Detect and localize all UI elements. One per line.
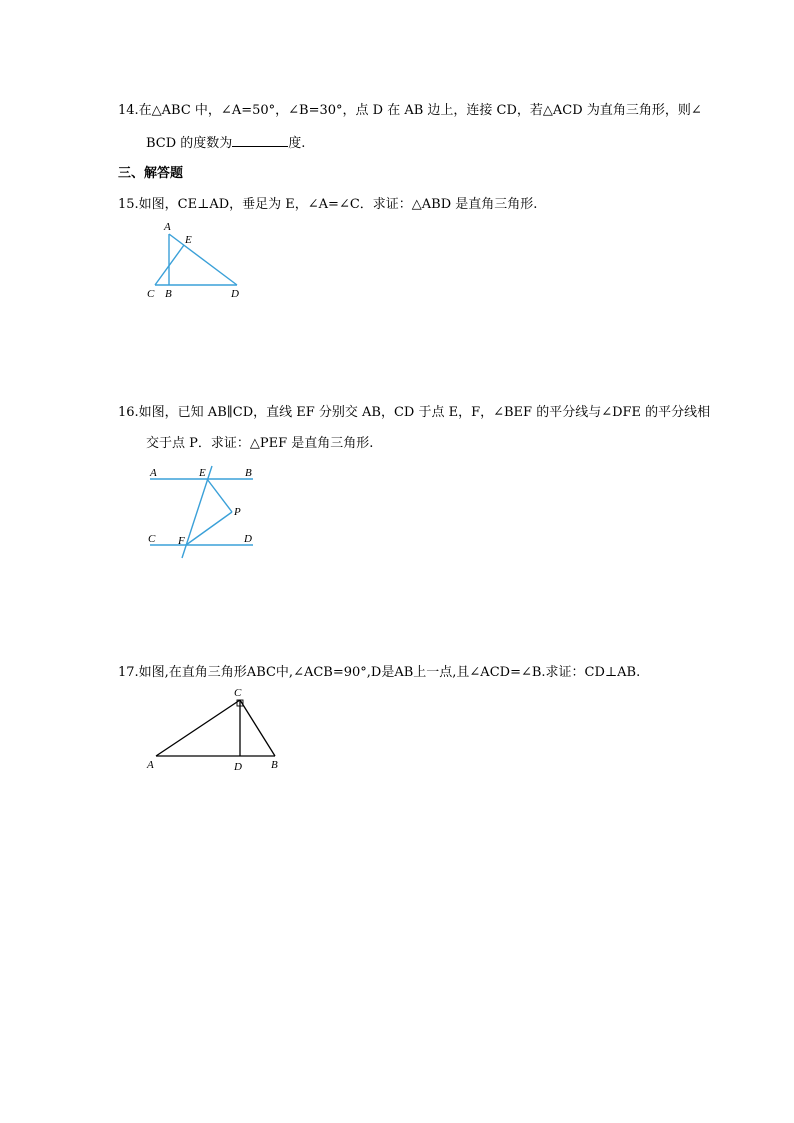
q16-label-b: B [245,467,252,479]
answer-blank [232,134,288,147]
q14-line2-prefix: BCD 的度数为 [146,136,233,151]
q17-figure [140,684,290,776]
q16-line1: 16.如图，已知 AB∥CD，直线 EF 分别交 AB，CD 于点 E，F，∠BEF 的平分线与∠DFE 的平分线相 [118,405,711,420]
q15-segment-ad [169,234,237,285]
q15-label-b: B [165,288,172,300]
q15-label-c: C [147,288,155,300]
q15-text: 15.如图，CE⊥AD，垂足为 E，∠A=∠C．求证：△ABD 是直角三角形. [118,197,538,212]
q15-figure [140,218,250,302]
q14-line2 [146,134,305,152]
q17-label-a: A [147,759,154,771]
q15-label-a: A [164,221,171,233]
q16-label-f: F [178,535,185,547]
q16-segment-ep [207,479,232,512]
q15-label-e: E [185,234,192,246]
q17-segment-cb [240,700,275,756]
q17-label-b: B [271,759,278,771]
q16-label-d: D [244,533,252,545]
q17-text: 17.如图,在直角三角形ABC中,∠ACB=90°,D是AB上一点,且∠ACD=∠B.求证：CD⊥AB. [118,665,641,680]
q14-line2-suffix: 度. [288,136,306,151]
q16-figure [140,460,265,560]
q16-label-a: A [150,467,157,479]
q17-segment-ac [156,700,240,756]
q16-line2: 交于点 P．求证：△PEF 是直角三角形. [146,436,374,451]
q16-label-c: C [148,533,156,545]
q16-label-p: P [234,506,241,518]
q15-label-d: D [231,288,239,300]
q17-label-d: D [234,761,242,773]
q17-label-c: C [234,687,242,699]
q14-line1: 14.在△ABC 中，∠A=50°，∠B=30°，点 D 在 AB 边上，连接 CD，若△ACD 为直角三角形，则∠ [118,103,702,118]
q16-label-e: E [199,467,206,479]
q16-segment-fp [186,512,232,545]
section-title: 三、解答题 [118,166,184,181]
